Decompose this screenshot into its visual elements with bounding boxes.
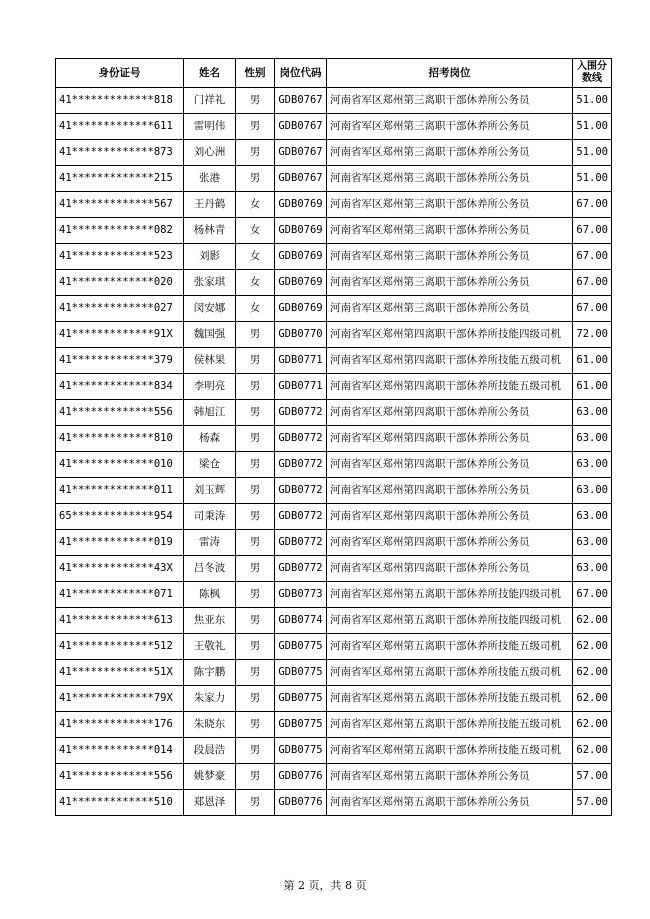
- cutoff-score-cell: 63.00: [573, 478, 612, 504]
- gender-cell: 男: [236, 140, 275, 166]
- name-cell: 刘影: [184, 244, 236, 270]
- gender-cell: 男: [236, 712, 275, 738]
- table-row: [56, 764, 612, 790]
- gender-cell: 男: [236, 452, 275, 478]
- cutoff-score-cell: 62.00: [573, 686, 612, 712]
- cutoff-score-cell: 67.00: [573, 270, 612, 296]
- position-code-cell: GDB0770: [275, 322, 327, 348]
- position-title-cell: 河南省军区郑州第五离职干部休养所技能四级司机: [327, 582, 573, 608]
- table-row: [56, 400, 612, 426]
- id-number-cell: 41*************810: [56, 426, 184, 452]
- table-row: [56, 166, 612, 192]
- id-number-cell: 41*************834: [56, 374, 184, 400]
- cutoff-score-cell: 61.00: [573, 348, 612, 374]
- position-title-cell: 河南省军区郑州第五离职干部休养所技能五级司机: [327, 634, 573, 660]
- id-number-cell: 41*************873: [56, 140, 184, 166]
- position-code-cell: GDB0776: [275, 764, 327, 790]
- gender-cell: 男: [236, 478, 275, 504]
- position-title-cell: 河南省军区郑州第四离职干部休养所公务员: [327, 426, 573, 452]
- gender-cell: 男: [236, 608, 275, 634]
- position-code-cell: GDB0771: [275, 374, 327, 400]
- position-code-cell: GDB0772: [275, 530, 327, 556]
- cutoff-score-cell: 62.00: [573, 608, 612, 634]
- name-cell: 王丹鹤: [184, 192, 236, 218]
- id-number-cell: 41*************51X: [56, 660, 184, 686]
- id-number-cell: 41*************379: [56, 348, 184, 374]
- table-row: [56, 140, 612, 166]
- position-code-cell: GDB0769: [275, 192, 327, 218]
- table-row: [56, 712, 612, 738]
- table-row: [56, 530, 612, 556]
- position-code-cell: GDB0769: [275, 218, 327, 244]
- table-row: [56, 790, 612, 816]
- position-code-cell: GDB0772: [275, 452, 327, 478]
- name-cell: 杨森: [184, 426, 236, 452]
- position-title-cell: 河南省军区郑州第三离职干部休养所公务员: [327, 114, 573, 140]
- position-title-cell: 河南省军区郑州第三离职干部休养所公务员: [327, 218, 573, 244]
- table-row: [56, 582, 612, 608]
- name-cell: 刘玉辉: [184, 478, 236, 504]
- table-row: [56, 244, 612, 270]
- position-code-cell: GDB0769: [275, 296, 327, 322]
- name-cell: 杨林青: [184, 218, 236, 244]
- cutoff-score-cell: 67.00: [573, 296, 612, 322]
- position-title-cell: 河南省军区郑州第四离职干部休养所公务员: [327, 452, 573, 478]
- position-code-cell: GDB0767: [275, 166, 327, 192]
- position-title-cell: 河南省军区郑州第五离职干部休养所公务员: [327, 790, 573, 816]
- name-cell: 陈宇鹏: [184, 660, 236, 686]
- position-code-cell: GDB0773: [275, 582, 327, 608]
- table-row: [56, 218, 612, 244]
- cutoff-score-cell: 67.00: [573, 192, 612, 218]
- table-row: [56, 660, 612, 686]
- position-code-cell: GDB0767: [275, 114, 327, 140]
- position-title-cell: 河南省军区郑州第三离职干部休养所公务员: [327, 166, 573, 192]
- position-title-cell: 河南省军区郑州第四离职干部休养所公务员: [327, 478, 573, 504]
- name-cell: 吕冬波: [184, 556, 236, 582]
- gender-cell: 女: [236, 296, 275, 322]
- position-code-cell: GDB0772: [275, 400, 327, 426]
- name-cell: 陈枫: [184, 582, 236, 608]
- cutoff-score-cell: 67.00: [573, 244, 612, 270]
- table-row: [56, 738, 612, 764]
- name-cell: 郑恩泽: [184, 790, 236, 816]
- header-name: 姓名: [184, 59, 236, 88]
- cutoff-score-cell: 51.00: [573, 140, 612, 166]
- table-row: [56, 426, 612, 452]
- position-title-cell: 河南省军区郑州第五离职干部休养所技能四级司机: [327, 608, 573, 634]
- cutoff-score-cell: 61.00: [573, 374, 612, 400]
- cutoff-score-cell: 62.00: [573, 660, 612, 686]
- cutoff-score-cell: 51.00: [573, 88, 612, 114]
- name-cell: 闵安娜: [184, 296, 236, 322]
- gender-cell: 男: [236, 374, 275, 400]
- position-title-cell: 河南省军区郑州第四离职干部休养所技能五级司机: [327, 348, 573, 374]
- cutoff-score-cell: 57.00: [573, 790, 612, 816]
- cutoff-score-cell: 57.00: [573, 764, 612, 790]
- id-number-cell: 41*************611: [56, 114, 184, 140]
- gender-cell: 男: [236, 530, 275, 556]
- position-code-cell: GDB0775: [275, 660, 327, 686]
- position-code-cell: GDB0775: [275, 686, 327, 712]
- header-position-code: 岗位代码: [275, 59, 327, 88]
- cutoff-score-cell: 51.00: [573, 114, 612, 140]
- table-row: [56, 114, 612, 140]
- gender-cell: 男: [236, 790, 275, 816]
- position-title-cell: 河南省军区郑州第五离职干部休养所公务员: [327, 764, 573, 790]
- name-cell: 朱家力: [184, 686, 236, 712]
- gender-cell: 女: [236, 270, 275, 296]
- gender-cell: 男: [236, 114, 275, 140]
- id-number-cell: 41*************79X: [56, 686, 184, 712]
- gender-cell: 男: [236, 348, 275, 374]
- cutoff-score-cell: 62.00: [573, 738, 612, 764]
- cutoff-score-cell: 63.00: [573, 452, 612, 478]
- position-title-cell: 河南省军区郑州第五离职干部休养所技能五级司机: [327, 686, 573, 712]
- id-number-cell: 41*************556: [56, 400, 184, 426]
- name-cell: 门祥礼: [184, 88, 236, 114]
- cutoff-score-cell: 62.00: [573, 712, 612, 738]
- gender-cell: 男: [236, 556, 275, 582]
- id-number-cell: 41*************818: [56, 88, 184, 114]
- position-code-cell: GDB0767: [275, 140, 327, 166]
- table-row: [56, 192, 612, 218]
- name-cell: 姚梦豪: [184, 764, 236, 790]
- gender-cell: 男: [236, 582, 275, 608]
- name-cell: 焦亚东: [184, 608, 236, 634]
- name-cell: 侯林果: [184, 348, 236, 374]
- position-title-cell: 河南省军区郑州第四离职干部休养所技能五级司机: [327, 374, 573, 400]
- cutoff-score-cell: 67.00: [573, 582, 612, 608]
- id-number-cell: 41*************613: [56, 608, 184, 634]
- candidate-table: [55, 58, 612, 816]
- position-title-cell: 河南省军区郑州第三离职干部休养所公务员: [327, 296, 573, 322]
- position-code-cell: GDB0775: [275, 738, 327, 764]
- header-position-title: 招考岗位: [327, 59, 573, 88]
- gender-cell: 男: [236, 660, 275, 686]
- position-title-cell: 河南省军区郑州第四离职干部休养所公务员: [327, 504, 573, 530]
- gender-cell: 男: [236, 88, 275, 114]
- position-title-cell: 河南省军区郑州第四离职干部休养所公务员: [327, 556, 573, 582]
- position-code-cell: GDB0775: [275, 712, 327, 738]
- name-cell: 韩旭江: [184, 400, 236, 426]
- table-row: [56, 322, 612, 348]
- name-cell: 朱晓东: [184, 712, 236, 738]
- cutoff-score-cell: 63.00: [573, 400, 612, 426]
- position-title-cell: 河南省军区郑州第三离职干部休养所公务员: [327, 192, 573, 218]
- name-cell: 张家琪: [184, 270, 236, 296]
- position-title-cell: 河南省军区郑州第三离职干部休养所公务员: [327, 88, 573, 114]
- id-number-cell: 41*************010: [56, 452, 184, 478]
- position-title-cell: 河南省军区郑州第三离职干部休养所公务员: [327, 244, 573, 270]
- table-row: [56, 556, 612, 582]
- gender-cell: 男: [236, 166, 275, 192]
- id-number-cell: 41*************027: [56, 296, 184, 322]
- name-cell: 张港: [184, 166, 236, 192]
- table-row: [56, 686, 612, 712]
- gender-cell: 男: [236, 738, 275, 764]
- gender-cell: 女: [236, 218, 275, 244]
- cutoff-score-cell: 63.00: [573, 504, 612, 530]
- table-row: [56, 296, 612, 322]
- position-code-cell: GDB0767: [275, 88, 327, 114]
- id-number-cell: 41*************510: [56, 790, 184, 816]
- gender-cell: 男: [236, 634, 275, 660]
- id-number-cell: 65*************954: [56, 504, 184, 530]
- id-number-cell: 41*************215: [56, 166, 184, 192]
- position-code-cell: GDB0772: [275, 426, 327, 452]
- id-number-cell: 41*************567: [56, 192, 184, 218]
- name-cell: 司秉涛: [184, 504, 236, 530]
- gender-cell: 女: [236, 192, 275, 218]
- id-number-cell: 41*************91X: [56, 322, 184, 348]
- table-row: [56, 374, 612, 400]
- name-cell: 段晨浩: [184, 738, 236, 764]
- position-code-cell: GDB0772: [275, 504, 327, 530]
- cutoff-score-cell: 63.00: [573, 530, 612, 556]
- name-cell: 王敬礼: [184, 634, 236, 660]
- table-row: [56, 504, 612, 530]
- cutoff-score-cell: 51.00: [573, 166, 612, 192]
- table-row: [56, 88, 612, 114]
- gender-cell: 男: [236, 322, 275, 348]
- id-number-cell: 41*************523: [56, 244, 184, 270]
- position-title-cell: 河南省军区郑州第五离职干部休养所技能五级司机: [327, 712, 573, 738]
- table-row: [56, 452, 612, 478]
- name-cell: 李明亮: [184, 374, 236, 400]
- id-number-cell: 41*************43X: [56, 556, 184, 582]
- position-code-cell: GDB0772: [275, 556, 327, 582]
- position-code-cell: GDB0776: [275, 790, 327, 816]
- gender-cell: 男: [236, 686, 275, 712]
- table-row: [56, 270, 612, 296]
- name-cell: 魏国强: [184, 322, 236, 348]
- id-number-cell: 41*************071: [56, 582, 184, 608]
- name-cell: 梁仓: [184, 452, 236, 478]
- position-title-cell: 河南省军区郑州第三离职干部休养所公务员: [327, 140, 573, 166]
- cutoff-score-cell: 63.00: [573, 556, 612, 582]
- cutoff-score-cell: 72.00: [573, 322, 612, 348]
- gender-cell: 男: [236, 764, 275, 790]
- name-cell: 刘心洲: [184, 140, 236, 166]
- name-cell: 雷明伟: [184, 114, 236, 140]
- position-title-cell: 河南省军区郑州第五离职干部休养所技能五级司机: [327, 660, 573, 686]
- cutoff-score-cell: 62.00: [573, 634, 612, 660]
- position-title-cell: 河南省军区郑州第五离职干部休养所技能五级司机: [327, 738, 573, 764]
- position-title-cell: 河南省军区郑州第四离职干部休养所技能四级司机: [327, 322, 573, 348]
- cutoff-score-cell: 67.00: [573, 218, 612, 244]
- table-header-row: [56, 59, 612, 88]
- id-number-cell: 41*************011: [56, 478, 184, 504]
- gender-cell: 男: [236, 400, 275, 426]
- header-gender: 性别: [236, 59, 275, 88]
- table-row: [56, 348, 612, 374]
- position-code-cell: GDB0772: [275, 478, 327, 504]
- position-title-cell: 河南省军区郑州第四离职干部休养所公务员: [327, 400, 573, 426]
- id-number-cell: 41*************512: [56, 634, 184, 660]
- position-title-cell: 河南省军区郑州第三离职干部休养所公务员: [327, 270, 573, 296]
- name-cell: 雷涛: [184, 530, 236, 556]
- position-code-cell: GDB0769: [275, 270, 327, 296]
- position-title-cell: 河南省军区郑州第四离职干部休养所公务员: [327, 530, 573, 556]
- id-number-cell: 41*************020: [56, 270, 184, 296]
- header-cutoff-score: 入围分数线: [573, 59, 612, 88]
- id-number-cell: 41*************176: [56, 712, 184, 738]
- cutoff-score-cell: 63.00: [573, 426, 612, 452]
- gender-cell: 女: [236, 244, 275, 270]
- gender-cell: 男: [236, 504, 275, 530]
- page-number: 第 2 页，共 8 页: [283, 879, 367, 892]
- gender-cell: 男: [236, 426, 275, 452]
- position-code-cell: GDB0769: [275, 244, 327, 270]
- table-body: [56, 88, 612, 816]
- table-row: [56, 634, 612, 660]
- table-row: [56, 478, 612, 504]
- id-number-cell: 41*************082: [56, 218, 184, 244]
- position-code-cell: GDB0775: [275, 634, 327, 660]
- id-number-cell: 41*************014: [56, 738, 184, 764]
- header-id-number: 身份证号: [56, 59, 184, 88]
- position-code-cell: GDB0774: [275, 608, 327, 634]
- id-number-cell: 41*************019: [56, 530, 184, 556]
- position-code-cell: GDB0771: [275, 348, 327, 374]
- id-number-cell: 41*************556: [56, 764, 184, 790]
- table-row: [56, 608, 612, 634]
